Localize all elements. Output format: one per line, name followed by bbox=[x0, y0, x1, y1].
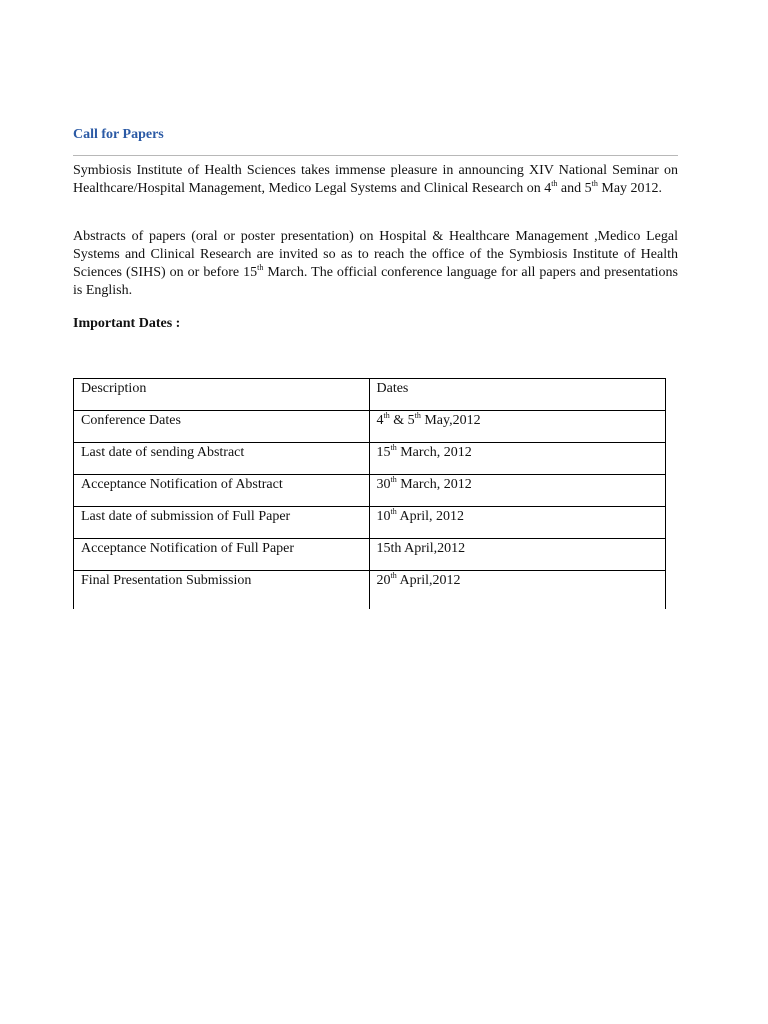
date-sup: th bbox=[390, 443, 397, 452]
intro-sup-b: th bbox=[591, 179, 598, 188]
table-row bbox=[74, 539, 666, 571]
date-part: 4 bbox=[376, 413, 384, 428]
row-date bbox=[369, 539, 666, 571]
row-date bbox=[369, 443, 666, 475]
date-part: 15 bbox=[376, 445, 391, 460]
intro-sup-a: th bbox=[551, 179, 558, 188]
row-description: Last date of sending Abstract bbox=[74, 443, 370, 475]
header-dates: Dates bbox=[369, 379, 666, 411]
important-dates-heading: Important Dates : bbox=[73, 316, 181, 331]
table-row bbox=[74, 411, 666, 443]
row-date bbox=[369, 411, 666, 443]
date-part: & 5 bbox=[389, 413, 415, 428]
date-part: April,2012 bbox=[396, 573, 461, 588]
date-part: May,2012 bbox=[420, 413, 481, 428]
row-date bbox=[369, 475, 666, 507]
row-description: Acceptance Notification of Abstract bbox=[74, 475, 370, 507]
page-title: Call for Papers bbox=[73, 127, 164, 142]
row-description: Final Presentation Submission bbox=[74, 571, 370, 609]
date-part: 15th April,2012 bbox=[376, 541, 466, 556]
intro-text-b: and 5 bbox=[557, 181, 592, 196]
abstracts-text-a: Abstracts of papers (oral or poster presentation) on Hospital & Healthcare Management ,Medico Legal Systems and Clinical Research are invited so as to reach the office of the Symbiosis Institute of Health Sciences (SIHS) on or before 15 bbox=[73, 229, 678, 280]
table-row bbox=[74, 571, 666, 609]
row-description: Conference Dates bbox=[74, 411, 370, 443]
table-row bbox=[74, 475, 666, 507]
heading-divider bbox=[73, 155, 678, 156]
date-sup: th bbox=[390, 507, 397, 516]
date-part: 20 bbox=[376, 573, 391, 588]
row-date bbox=[369, 507, 666, 539]
abstracts-text-b: March. The official conference language for all papers and presentations is English. bbox=[73, 265, 678, 298]
row-description: Acceptance Notification of Full Paper bbox=[74, 539, 370, 571]
date-sup: th bbox=[390, 475, 397, 484]
date-part: April, 2012 bbox=[396, 509, 465, 524]
date-sup: th bbox=[383, 411, 390, 420]
intro-paragraph bbox=[73, 162, 678, 198]
table-header-row bbox=[74, 379, 666, 411]
date-sup: th bbox=[414, 411, 421, 420]
date-sup: th bbox=[390, 571, 397, 580]
abstracts-paragraph bbox=[73, 228, 678, 300]
intro-text-a: Symbiosis Institute of Health Sciences takes immense pleasure in announcing XIV National Seminar on Healthcare/Hospital Management, Medico Legal Systems and Clinical Research on 4 bbox=[73, 163, 678, 196]
date-part: 30 bbox=[376, 477, 391, 492]
date-part: March, 2012 bbox=[396, 477, 472, 492]
row-description: Last date of submission of Full Paper bbox=[74, 507, 370, 539]
intro-text-c: May 2012. bbox=[597, 181, 663, 196]
row-date bbox=[369, 571, 666, 609]
date-part: 10 bbox=[376, 509, 391, 524]
important-dates-table bbox=[73, 378, 666, 609]
abstracts-sup-a: th bbox=[257, 263, 264, 272]
table-row bbox=[74, 443, 666, 475]
table-row bbox=[74, 507, 666, 539]
date-part: March, 2012 bbox=[396, 445, 472, 460]
header-description: Description bbox=[74, 379, 370, 411]
